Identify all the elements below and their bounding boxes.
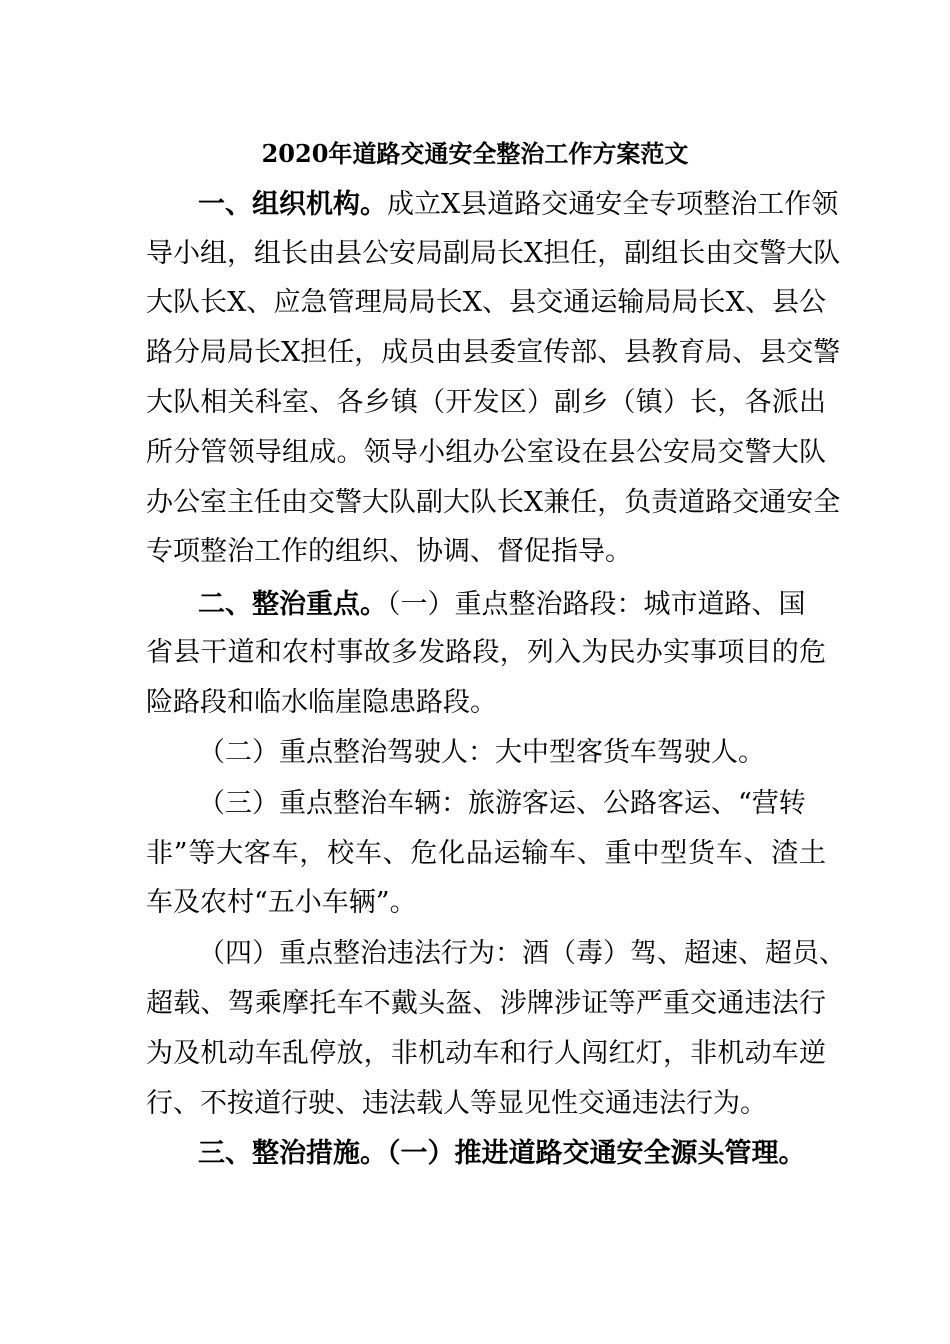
paragraph-line: 大队长X、应急管理局局长X、县交通运输局局长X、县公 xyxy=(146,287,826,318)
paragraph-line: （三）重点整治车辆：旅游客运、公路客运、“营转 xyxy=(198,788,806,819)
paragraph-line: 非”等大客车，校车、危化品运输车、重中型货车、渣土 xyxy=(146,838,826,869)
paragraph-line: 行、不按道行驶、违法载人等显见性交通违法行为。 xyxy=(146,1088,767,1119)
paragraph-line: 大队相关科室、各乡镇（开发区）副乡（镇）长，各派出 xyxy=(146,387,826,418)
section3-heading: 三、整治措施。 xyxy=(198,1138,387,1169)
paragraph-text: 成立X县道路交通安全专项整治工作领 xyxy=(387,189,839,220)
section2-line xyxy=(198,580,804,630)
paragraph-line: 超载、驾乘摩托车不戴头盔、涉牌涉证等严重交通违法行 xyxy=(146,988,826,1019)
paragraph-line: 为及机动车乱停放，非机动车和行人闯红灯，非机动车逆 xyxy=(146,1038,826,1069)
paragraph-line: 路分局局长X担任，成员由县委宣传部、县教育局、县交警 xyxy=(146,337,841,368)
paragraph-line: （四）重点整治违法行为：酒（毒）驾、超速、超员、 xyxy=(198,938,846,969)
paragraph-line: 导小组，组长由县公安局副局长X担任，副组长由交警大队 xyxy=(146,238,841,269)
paragraph-text: （一）推进道路交通安全源头管理。 xyxy=(387,1138,806,1169)
paragraph-text: （一）重点整治路段：城市道路、国 xyxy=(387,589,806,620)
document-title: 2020年道路交通安全整治工作方案范文 xyxy=(261,139,689,168)
paragraph-line: 所分管领导组成。领导小组办公室设在县公安局交警大队 xyxy=(146,437,826,468)
paragraph-line: 险路段和临水临崖隐患路段。 xyxy=(146,687,497,718)
section2-heading: 二、整治重点。 xyxy=(198,589,387,620)
paragraph-line: 省县干道和农村事故多发路段，列入为民办实事项目的危 xyxy=(146,637,826,668)
section1-heading: 一、组织机构。 xyxy=(198,189,387,220)
section3-line xyxy=(198,1129,804,1179)
section1-line xyxy=(198,180,839,230)
paragraph-line: 专项整治工作的组织、协调、督促指导。 xyxy=(146,536,632,567)
paragraph-line: 车及农村“五小车辆”。 xyxy=(146,887,417,918)
paragraph-line: （二）重点整治驾驶人：大中型客货车驾驶人。 xyxy=(198,737,765,768)
paragraph-line: 办公室主任由交警大队副大队长X兼任，负责道路交通安全 xyxy=(146,487,841,518)
